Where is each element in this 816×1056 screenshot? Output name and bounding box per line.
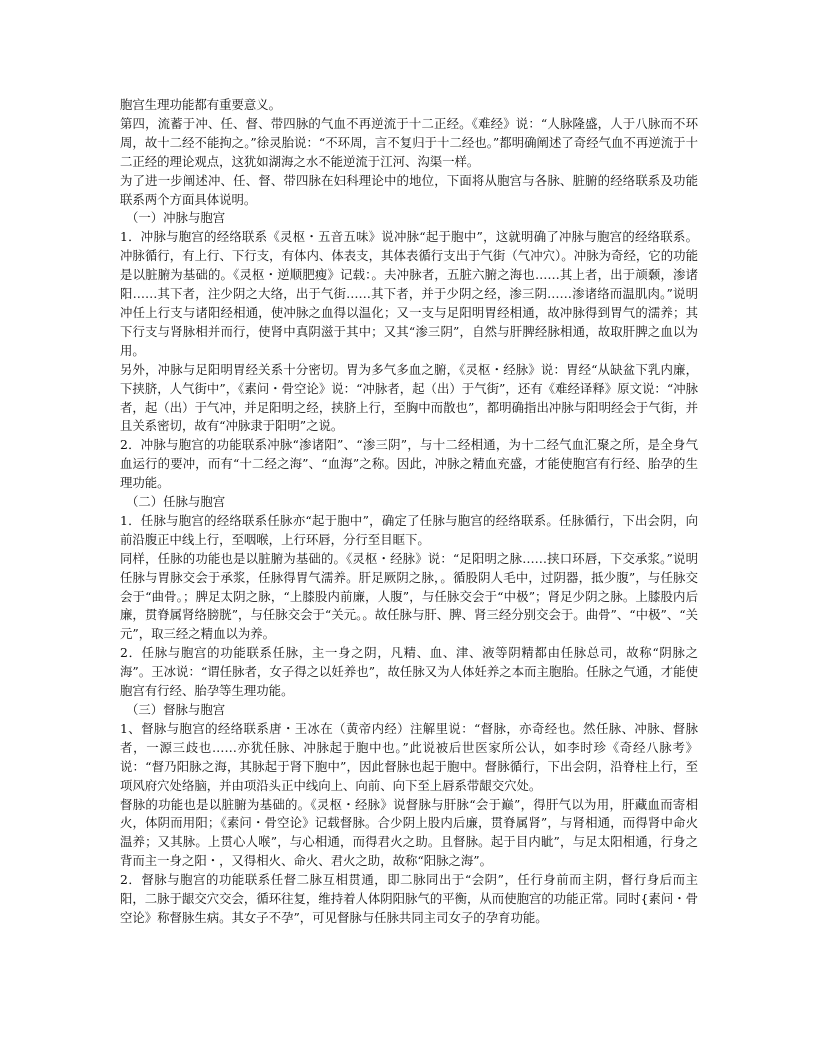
paragraph: 同样，任脉的功能也是以脏腑为基础的。《灵枢・经脉》说：“足阳明之脉……挟口环唇，下交承浆。”说明任脉与胃脉交会于承浆，任脉得胃气濡养。肝足厥阴之脉，。循股阴人毛中，过阴器，抵少腹”，与任脉交会于“曲骨。；脾足太阴之脉，“上膝股内前廉，人腹”，与任脉交会于“中极”；肾足少阴之脉。上膝股内后廉，贯脊属肾络膀胱”，与任脉交会于“关元。。故任脉与肝、脾、肾三经分别交会于。曲骨”、“中极”、“关元”，取三经之精血以为养。: [120, 550, 698, 642]
paragraph: 2．冲脉与胞宫的功能联系冲脉“渗诸阳”、“渗三阴”，与十二经相通，为十二经气血汇聚之所，是全身气血运行的要冲，而有“十二经之海”、“血海”之称。因此，冲脉之精血充盛，才能使胞宫有行经、胎孕的生理功能。: [120, 437, 698, 491]
paragraph: 第四，流蓄于冲、任、督、带四脉的气血不再逆流于十二正经。《难经》说：“人脉隆盛，人于八脉而不环周，故十二经不能拘之。”徐灵胎说：“不环周，言不复归于十二经也。”都明确阐述了奇经气血不再逆流于十二正经的理论观点，这犹如湖海之水不能逆流于江河、沟渠一样。: [120, 115, 698, 169]
paragraph: 另外，冲脉与足阳明胃经关系十分密切。胃为多气多血之腑，《灵枢・经脉》说：胃经“从缺盆下乳内廉，下挟脐，人气街中”，《素问・骨空论》说：“冲脉者，起（出）于气街”，还有《难经译释》原文说：“冲脉者，起（出）于气冲，并足阳明之经，挟脐上行，至胸中而散也”，都明确指出冲脉与阳明经会于气街，并且关系密切，故有“冲脉隶于阳明”之说。: [120, 361, 698, 434]
section-heading: （二）任脉与胞宫: [126, 494, 226, 510]
paragraph: 胞宫生理功能都有重要意义。: [120, 97, 282, 112]
paragraph: 2．督脉与胞宫的功能联系任督二脉互相贯通，即二脉同出于“会阴”，任行身前而主阴，督行身后而主阳，二脉于龈交穴交会，循环往复，维持着人体阴阳脉气的平衡，从而使胞宫的功能正常。同时{素问・骨空论》称督脉生病。其女子不孕”，可见督脉与任脉共同主司女子的孕育功能。: [120, 872, 698, 925]
paragraph: 为了进一步阐述冲、任、督、带四脉在妇科理论中的地位，下面将从胞宫与各脉、脏腑的经络联系及功能联系两个方面具体说明。: [120, 172, 698, 207]
section-heading: （三）督脉与胞宫: [126, 702, 226, 717]
paragraph: 1、督脉与胞宫的经络联系唐・王冰在（黄帝内经）注解里说：“督脉，亦奇经也。然任脉、冲脉、督脉者，一源三歧也……亦犹任脉、冲脉起于胞中也。”此说被后世医家所公认，如李时珍《奇经八脉考》说：“督乃阳脉之海，其脉起于肾下胞中”，因此督脉也起于胞中。督脉循行，下出会阴，沿脊柱上行，至项风府穴处络脑，并由项沿头正中线向上、向前、向下至上唇系带龈交穴处。: [120, 720, 698, 793]
paragraph: 1．冲脉与胞宫的经络联系《灵枢・五音五味》说冲脉“起于胞中”，这就明确了冲脉与胞宫的经络联系。冲脉循行，有上行、下行支，有体内、体表支，其体表循行支出于气街（气冲穴）。冲脉为奇经，它的功能是以脏腑为基础的。《灵枢・逆顺肥瘦》记载：。夫冲脉者，五脏六腑之海也……其上者，出于颃颡，渗诸阳……其下者，注少阴之大络，出于气街……其下者，并于少阴之经，渗三阴……渗诸络而温肌肉。”说明冲任上行支与诸阳经相通，使冲脉之血得以温化；又一支与足阳明胃经相通，故冲脉得到胃气的濡养；其下行支与肾脉相并而行，使肾中真阴滋于其中；又其“渗三阴”，自然与肝脾经脉相通，故取肝脾之血以为用。: [120, 229, 698, 358]
paragraph: 1．任脉与胞宫的经络联系任脉亦“起于胞中”，确定了任脉与胞宫的经络联系。任脉循行，下出会阴，向前沿腹正中线上行，至咽喉，上行环唇，分行至目眶下。: [120, 512, 698, 547]
paragraph: 2．任脉与胞宫的功能联系任脉，主一身之阴，凡精、血、津、液等阴精都由任脉总司，故称“阴脉之海”。王冰说：“谓任脉者，女子得之以妊养也”，故任脉又为人体妊养之本而主胞胎。任脉之气通，才能使胞宫有行经、胎孕等生理功能。: [120, 645, 698, 699]
paragraph: 督脉的功能也是以脏腑为基础的。《灵枢・经脉》说督脉与肝脉“会于巅”，得肝气以为用，肝藏血而寄相火，体阴而用阳；《素问・骨空论》记载督脉。合少阴上股内后廉，贯脊属肾”，与肾相通，而得肾中命火温养；又其脉。上贯心人喉”，与心相通，而得君火之助。且督脉。起于目内眦”，与足太阳相通，行身之背而主一身之阳・，又得相火、命火、君火之助，故称“阳脉之海”。: [120, 796, 698, 869]
document-body: [120, 96, 698, 928]
section-heading: （一）冲脉与胞宫: [126, 210, 226, 226]
